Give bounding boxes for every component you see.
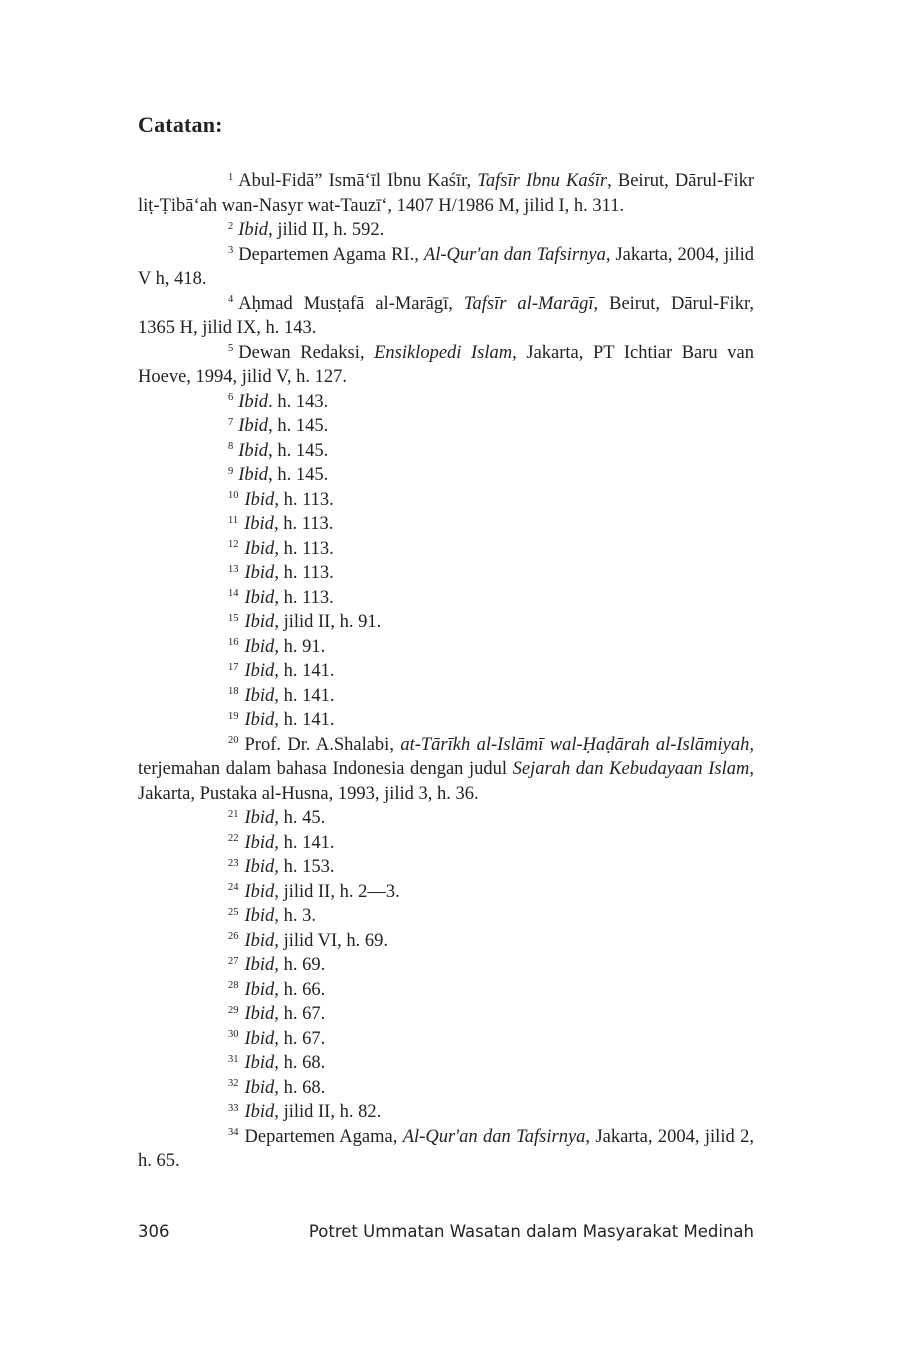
source-title: Ibid (238, 440, 269, 461)
source-title: Ibid (244, 489, 275, 510)
note-text: Abul-Fidā” Ismā‘īl Ibnu Kaśīr, (238, 171, 478, 191)
endnote: 23 Ibid, h. 153. (228, 857, 335, 877)
endnote: 20 Prof. Dr. A.Shalabi, at-Tārīkh al-Islāmī wal-Ḥaḍārah al-Islāmiyah, terjemahan dalam bahasa Indonesia dengan judul Sejarah dan Kebudayaan Islam, Jakarta, Pustaka al-Husna, 1993, jilid 3, h. 36. (138, 734, 754, 804)
source-title: Tafsīr al-Marāgī (463, 293, 594, 314)
endnote: 31 Ibid, h. 68. (228, 1053, 326, 1073)
note-text: h. 67. (278, 1004, 326, 1024)
source-title: Al-Qur'an dan Tafsirnya (423, 244, 606, 265)
note-text: , h. 113. (274, 587, 334, 608)
source-title: Ibid (244, 563, 275, 583)
note-text: , Beirut, Dārul-Fikr liṭ-Ṭibā‘ah wan-Nasyr wat-Tauzī‘, 1407 H/1986 M, jilid I, h. 311. (138, 171, 754, 216)
source-title: Ibid, (244, 857, 279, 877)
endnote: 14 Ibid, h. 113. (228, 587, 334, 608)
note-text: Dewan Redaksi, (238, 342, 375, 363)
notes-heading: Catatan: (138, 112, 223, 137)
endnote: 25 Ibid, h. 3. (228, 906, 316, 926)
endnote: 30 Ibid, h. 67. (228, 1028, 326, 1049)
note-text: , h. 91. (274, 636, 326, 657)
note-text: , h. 113. (273, 514, 334, 534)
endnote: 6 Ibid. h. 143. (228, 391, 329, 412)
source-title: Sejarah dan Kebudayaan Islam (512, 759, 750, 779)
source-title: Ibid, (244, 710, 279, 730)
source-title: Ibid (238, 391, 269, 412)
endnote: 22 Ibid, h. 141. (228, 832, 335, 853)
endnote: 21 Ibid, h. 45. (228, 808, 326, 828)
source-title: Ibid (244, 587, 275, 608)
note-text: , h. 145. (268, 465, 329, 485)
note-text: h. 69. (278, 955, 326, 975)
endnote: 7 Ibid, h. 145. (228, 416, 329, 436)
note-text: h. 66. (278, 979, 326, 1000)
note-text: h. 141. (278, 685, 335, 706)
page-footer (138, 1222, 754, 1246)
note-text: , jilid II, h. 592. (268, 220, 385, 240)
note-text: h. 68. (278, 1053, 326, 1073)
endnote: 18 Ibid, h. 141. (228, 685, 335, 706)
source-title: Ibid, (244, 881, 279, 902)
source-title: Ibid, (244, 1077, 279, 1098)
endnote: 16 Ibid, h. 91. (228, 636, 326, 657)
note-text: h. 68. (278, 1077, 326, 1098)
endnote: 15 Ibid, jilid II, h. 91. (228, 612, 382, 632)
note-text: h. 3. (278, 906, 316, 926)
endnote: 34 Departemen Agama, Al-Qur'an dan Tafsirnya, Jakarta, 2004, jilid 2, h. 65. (138, 1126, 754, 1171)
note-text: , h. 145. (268, 440, 329, 461)
source-title: Ibid, (244, 1102, 279, 1122)
source-title: Ibid, (244, 979, 279, 1000)
endnote: 32 Ibid, h. 68. (228, 1077, 326, 1098)
endnote: 1 Abul-Fidā” Ismā‘īl Ibnu Kaśīr, Tafsīr Ibnu Kaśīr, Beirut, Dārul-Fikr liṭ-Ṭibā‘ah wan-Nasyr wat-Tauzī‘, 1407 H/1986 M, jilid I, h. 311. (138, 171, 754, 216)
endnote: 24 Ibid, jilid II, h. 2—3. (228, 881, 400, 902)
source-title: at-Tārīkh al-Islāmī wal-Ḥaḍārah al-Islāmiyah, (400, 734, 754, 755)
page-number: 306 (138, 1222, 170, 1241)
note-text: h. 153. (278, 857, 335, 877)
source-title: Ibid, (244, 1004, 279, 1024)
source-title: Ensiklopedi Islam (374, 342, 513, 363)
source-title: Ibid, (244, 1053, 279, 1073)
source-title: Tafsīr Ibnu Kaśīr (477, 171, 608, 191)
note-text: . h. 143. (268, 391, 329, 412)
note-text: terjemahan dalam bahasa Indonesia dengan judul (138, 759, 513, 779)
note-text: Departemen Agama, (244, 1126, 403, 1147)
endnote: 10 Ibid, h. 113. (228, 489, 334, 510)
page (138, 0, 754, 1358)
endnote: 5 Dewan Redaksi, Ensiklopedi Islam, Jakarta, PT Ichtiar Baru van Hoeve, 1994, jilid V, h. 127. (138, 342, 754, 387)
note-text: Prof. Dr. A.Shalabi, (244, 734, 401, 755)
note-text: jilid II, h. 82. (278, 1102, 382, 1122)
note-text: jilid VI, h. 69. (278, 930, 389, 951)
endnote: 3 Departemen Agama RI., Al-Qur'an dan Tafsirnya, Jakarta, 2004, jilid V h, 418. (138, 244, 754, 289)
endnote: 8 Ibid, h. 145. (228, 440, 329, 461)
note-text: , h. 145. (268, 416, 329, 436)
endnote: 19 Ibid, h. 141. (228, 710, 335, 730)
endnote: 13 Ibid, h. 113. (228, 563, 334, 583)
source-title: Al-Qur'an dan Tafsirnya (402, 1126, 586, 1147)
source-title: Ibid (244, 514, 274, 534)
source-title: Ibid, (244, 930, 279, 951)
source-title: Ibid (244, 612, 275, 632)
note-text: , jilid II, h. 91. (274, 612, 382, 632)
note-text: h. 141. (278, 710, 335, 730)
note-text: jilid II, h. 2—3. (278, 881, 400, 902)
source-title: Ibid (238, 416, 269, 436)
source-title: Ibid, (244, 1028, 279, 1049)
note-text: , Jakarta, 2004, jilid 2, h. 65. (138, 1126, 754, 1171)
source-title: Ibid, (244, 906, 279, 926)
note-text: , Jakarta, Pustaka al-Husna, 1993, jilid 3, h. 36. (138, 759, 754, 804)
note-text: Departemen Agama RI., (238, 244, 424, 265)
note-text: , Jakarta, 2004, jilid V h, 418. (138, 244, 754, 289)
source-title: Ibid, (244, 685, 279, 706)
source-title: Ibid (238, 465, 269, 485)
note-text: h. 141. (278, 661, 335, 681)
note-text: h. 141. (278, 832, 335, 853)
note-text: , h. 113. (274, 563, 334, 583)
source-title: Ibid (238, 220, 269, 240)
endnote: 33 Ibid, jilid II, h. 82. (228, 1102, 382, 1122)
note-text: h. 45. (278, 808, 326, 828)
note-text: , Jakarta, PT Ichtiar Baru van Hoeve, 1994, jilid V, h. 127. (138, 342, 754, 387)
endnote: 27 Ibid, h. 69. (228, 955, 326, 975)
source-title: Ibid, (244, 808, 279, 828)
source-title: Ibid (244, 636, 275, 657)
endnotes-list (138, 169, 754, 1174)
source-title: Ibid, (244, 661, 279, 681)
note-text: h. 67. (278, 1028, 326, 1049)
source-title: Ibid, (244, 955, 279, 975)
note-text: Aḥmad Musṭafā al-Marāgī, (238, 293, 464, 314)
running-title: Potret Ummatan Wasatan dalam Masyarakat Medinah (308, 1222, 754, 1241)
note-text: , Beirut, Dārul-Fikr, 1365 H, jilid IX, h. 143. (138, 293, 754, 338)
note-text: , h. 113. (274, 538, 334, 559)
source-title: Ibid (244, 538, 275, 559)
endnote: 12 Ibid, h. 113. (228, 538, 334, 559)
note-text: , h. 113. (274, 489, 334, 510)
endnote: 28 Ibid, h. 66. (228, 979, 326, 1000)
source-title: Ibid, (244, 832, 279, 853)
endnote: 26 Ibid, jilid VI, h. 69. (228, 930, 389, 951)
endnote: 11 Ibid, h. 113. (228, 514, 334, 534)
endnote: 2 Ibid, jilid II, h. 592. (228, 220, 385, 240)
endnote: 9 Ibid, h. 145. (228, 465, 329, 485)
endnote: 4 Aḥmad Musṭafā al-Marāgī, Tafsīr al-Marāgī, Beirut, Dārul-Fikr, 1365 H, jilid IX, h. 143. (138, 293, 754, 338)
endnote: 17 Ibid, h. 141. (228, 661, 335, 681)
endnote: 29 Ibid, h. 67. (228, 1004, 326, 1024)
